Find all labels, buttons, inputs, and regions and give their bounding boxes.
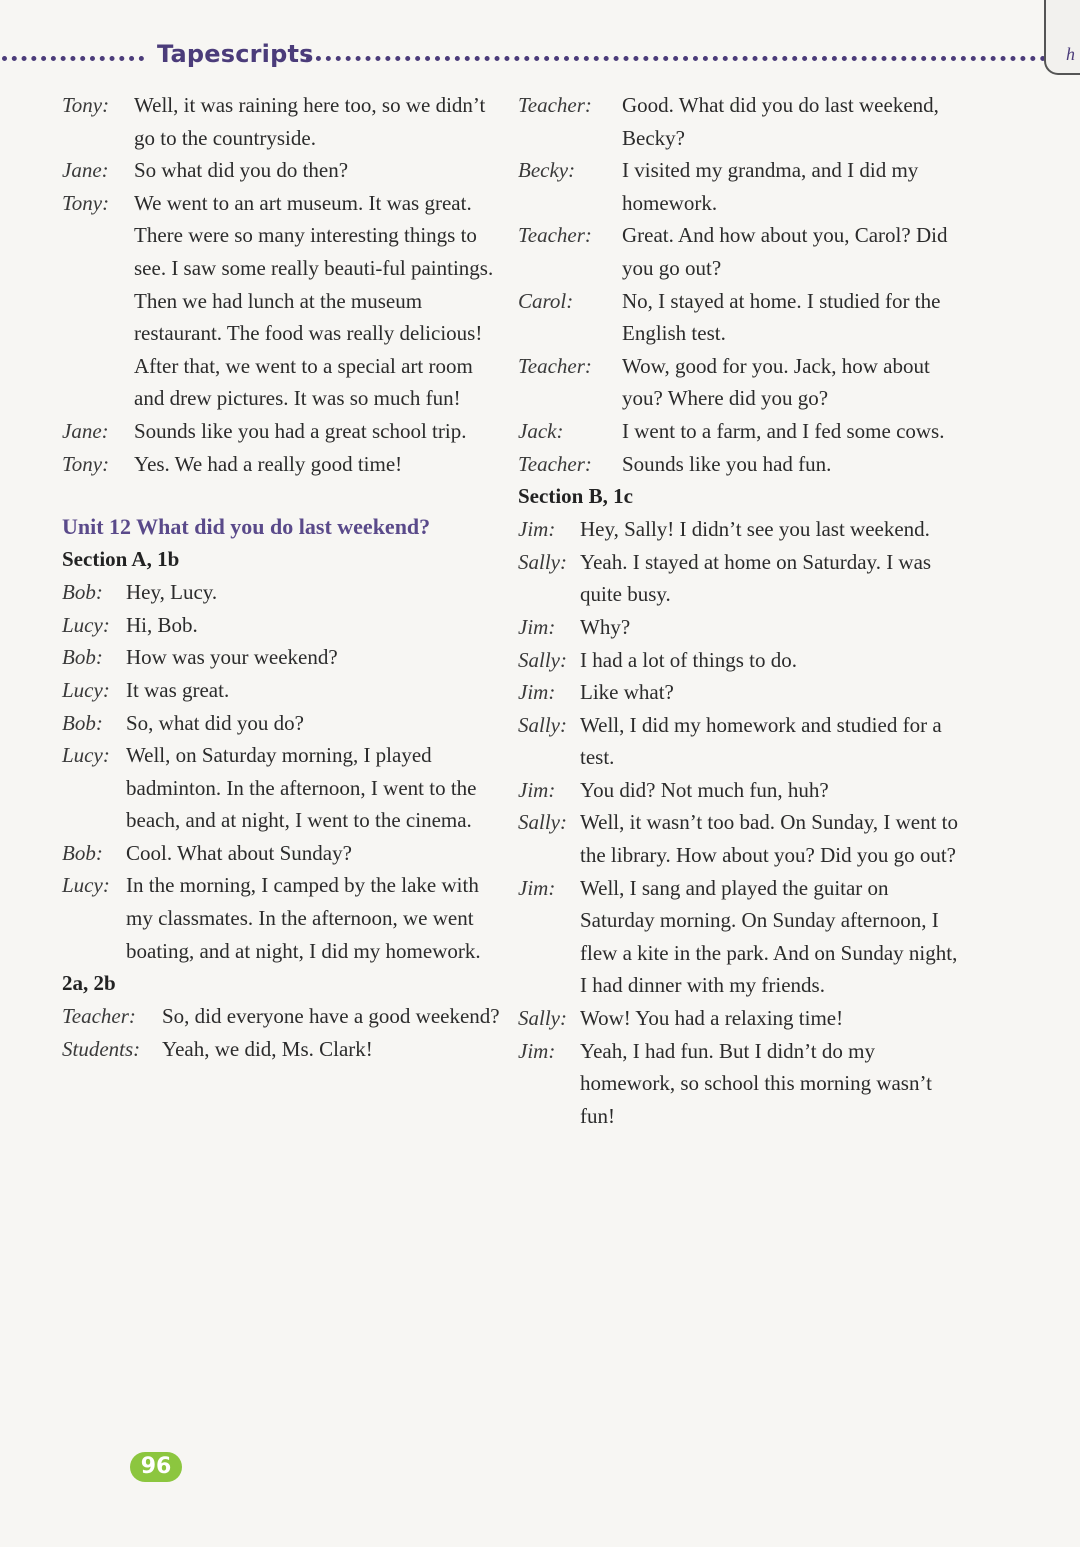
dialogue-line bbox=[62, 707, 502, 740]
dialogue-text: You did? Not much fun, huh? bbox=[580, 777, 829, 802]
dialogue-line bbox=[518, 513, 958, 546]
section-b-dialogue bbox=[518, 513, 958, 1132]
speaker-name: Jim: bbox=[518, 680, 556, 705]
dialogue-text: Yes. We had a really good time! bbox=[134, 451, 403, 476]
dialogue-text: Why? bbox=[580, 614, 631, 639]
dialogue-line bbox=[518, 350, 958, 415]
tab-letter: h bbox=[1066, 44, 1075, 64]
dialogue-text: Great. And how about you, Carol? Did you go out? bbox=[622, 223, 948, 280]
section-title: Tapescripts bbox=[157, 40, 314, 68]
section-2a-dialogue-continued bbox=[518, 89, 958, 480]
dialogue-text: Cool. What about Sunday? bbox=[126, 840, 352, 865]
dialogue-text: Well, I sang and played the guitar on Saturday morning. On Sunday afternoon, I flew a kite in the park. And on Sunday night, I had dinner with my friends. bbox=[580, 875, 958, 998]
dialogue-line bbox=[62, 1033, 502, 1066]
dialogue-line bbox=[62, 739, 502, 837]
dialogue-text: It was great. bbox=[126, 677, 230, 702]
dialogue-line bbox=[62, 1000, 502, 1033]
dialogue-line bbox=[62, 154, 502, 187]
dialogue-text: Good. What did you do last weekend, Becky? bbox=[622, 93, 939, 150]
speaker-name: Jack: bbox=[518, 418, 564, 443]
dialogue-line bbox=[518, 448, 958, 481]
speaker-name: Bob: bbox=[62, 840, 103, 865]
section-2a-heading: 2a, 2b bbox=[62, 971, 116, 996]
dialogue-text: We went to an art museum. It was great. There were so many interesting things to see. I saw some really beauti-ful paintings. Then we had lunch at the museum restaurant. The food was really delicious! After that, we went to a special art room and drew pictures. It was so much fun! bbox=[134, 190, 494, 411]
speaker-name: Bob: bbox=[62, 710, 103, 735]
dialogue-text: Hey, Lucy. bbox=[126, 580, 218, 605]
dialogue-line bbox=[518, 709, 958, 774]
dialogue-line bbox=[518, 285, 958, 350]
dialogue-line bbox=[62, 89, 502, 154]
dialogue-line bbox=[518, 806, 958, 871]
speaker-name: Lucy: bbox=[62, 612, 110, 637]
dialogue-text: So, what did you do? bbox=[126, 710, 304, 735]
speaker-name: Sally: bbox=[518, 549, 567, 574]
dialogue-text: Like what? bbox=[580, 680, 674, 705]
speaker-name: Bob: bbox=[62, 645, 103, 670]
speaker-name: Jim: bbox=[518, 777, 556, 802]
dialogue-line bbox=[62, 609, 502, 642]
dialogue-line bbox=[518, 546, 958, 611]
speaker-name: Jim: bbox=[518, 875, 556, 900]
section-a-heading: Section A, 1b bbox=[62, 547, 180, 572]
speaker-name: Carol: bbox=[518, 288, 574, 313]
dialogue-text: Yeah, I had fun. But I didn’t do my homework, so school this morning wasn’t fun! bbox=[580, 1038, 932, 1128]
speaker-name: Lucy: bbox=[62, 677, 110, 702]
speaker-name: Teacher: bbox=[518, 451, 592, 476]
dialogue-line bbox=[62, 869, 502, 967]
dialogue-line bbox=[518, 415, 958, 448]
dialogue-line bbox=[62, 187, 502, 415]
dialogue-line bbox=[62, 448, 502, 481]
speaker-name: Teacher: bbox=[518, 223, 592, 248]
section-2a-dialogue bbox=[62, 1000, 502, 1065]
speaker-name: Lucy: bbox=[62, 873, 110, 898]
dialogue-line bbox=[518, 219, 958, 284]
dialogue-text: Well, it wasn’t too bad. On Sunday, I went to the library. How about you? Did you go out? bbox=[580, 810, 959, 868]
dialogue-text: Yeah, we did, Ms. Clark! bbox=[162, 1036, 373, 1061]
dialogue-line bbox=[518, 611, 958, 644]
unit-title: Unit 12 What did you do last weekend? bbox=[62, 514, 431, 540]
dialogue-text: Hi, Bob. bbox=[126, 612, 198, 637]
section-b-heading: Section B, 1c bbox=[518, 484, 633, 509]
speaker-name: Jim: bbox=[518, 517, 556, 542]
dialogue-line bbox=[518, 89, 958, 154]
dialogue-text: Hey, Sally! I didn’t see you last weekend. bbox=[580, 517, 930, 542]
speaker-name: Jane: bbox=[62, 418, 109, 443]
dialogue-text: Well, it was raining here too, so we didn’t go to the countryside. bbox=[134, 93, 486, 150]
dialogue-text: I went to a farm, and I fed some cows. bbox=[622, 418, 945, 443]
dialogue-line bbox=[62, 415, 502, 448]
page-header bbox=[0, 40, 1080, 74]
dialogue-line bbox=[518, 644, 958, 677]
speaker-name: Jim: bbox=[518, 614, 556, 639]
dialogue-text: Yeah. I stayed at home on Saturday. I was quite busy. bbox=[580, 549, 932, 607]
dialogue-line bbox=[518, 1002, 958, 1035]
dialogue-text: So what did you do then? bbox=[134, 158, 349, 183]
dialogue-line bbox=[518, 676, 958, 709]
speaker-name: Tony: bbox=[62, 93, 110, 117]
speaker-name: Tony: bbox=[62, 190, 110, 215]
dialogue-line bbox=[62, 674, 502, 707]
speaker-name: Bob: bbox=[62, 580, 103, 605]
speaker-name: Tony: bbox=[62, 451, 110, 476]
speaker-name: Teacher: bbox=[518, 353, 592, 378]
dialogue-text: Well, I did my homework and studied for a test. bbox=[580, 712, 942, 770]
speaker-name: Sally: bbox=[518, 1006, 567, 1031]
dialogue-line bbox=[518, 872, 958, 1002]
dialogue-line bbox=[62, 837, 502, 870]
dialogue-text: In the morning, I camped by the lake with my classmates. In the afternoon, we went boating, and at night, I did my homework. bbox=[126, 873, 481, 963]
dotted-rule-right bbox=[306, 56, 1046, 61]
speaker-name: Becky: bbox=[518, 158, 576, 183]
dialogue-text: I had a lot of things to do. bbox=[580, 647, 797, 672]
left-column bbox=[62, 89, 502, 1065]
speaker-name: Sally: bbox=[518, 647, 567, 672]
speaker-name: Sally: bbox=[518, 810, 567, 835]
speaker-name: Sally: bbox=[518, 712, 567, 737]
speaker-name: Jane: bbox=[62, 158, 109, 183]
intro-dialogue bbox=[62, 89, 502, 480]
dialogue-text: No, I stayed at home. I studied for the English test. bbox=[622, 288, 941, 346]
dialogue-line bbox=[62, 576, 502, 609]
section-a-dialogue bbox=[62, 576, 502, 967]
speaker-name: Jim: bbox=[518, 1038, 556, 1063]
page-number: 96 bbox=[130, 1452, 182, 1482]
dotted-rule-left bbox=[2, 56, 144, 61]
dialogue-line bbox=[518, 1035, 958, 1133]
dialogue-text: I visited my grandma, and I did my homework. bbox=[622, 158, 919, 215]
dialogue-text: Sounds like you had a great school trip. bbox=[134, 418, 467, 443]
dialogue-text: Sounds like you had fun. bbox=[622, 451, 832, 476]
dialogue-text: Wow! You had a relaxing time! bbox=[580, 1006, 844, 1031]
dialogue-line bbox=[62, 641, 502, 674]
speaker-name: Lucy: bbox=[62, 743, 110, 768]
dialogue-line bbox=[518, 774, 958, 807]
right-column bbox=[518, 89, 958, 1132]
dialogue-text: How was your weekend? bbox=[126, 645, 338, 670]
dialogue-text: So, did everyone have a good weekend? bbox=[162, 1004, 500, 1029]
speaker-name: Students: bbox=[62, 1036, 141, 1061]
speaker-name: Teacher: bbox=[62, 1004, 136, 1029]
dialogue-text: Wow, good for you. Jack, how about you? Where did you go? bbox=[622, 353, 930, 411]
dialogue-line bbox=[518, 154, 958, 219]
speaker-name: Teacher: bbox=[518, 93, 592, 117]
dialogue-text: Well, on Saturday morning, I played badminton. In the afternoon, I went to the beach, and at night, I went to the cinema. bbox=[126, 743, 477, 833]
